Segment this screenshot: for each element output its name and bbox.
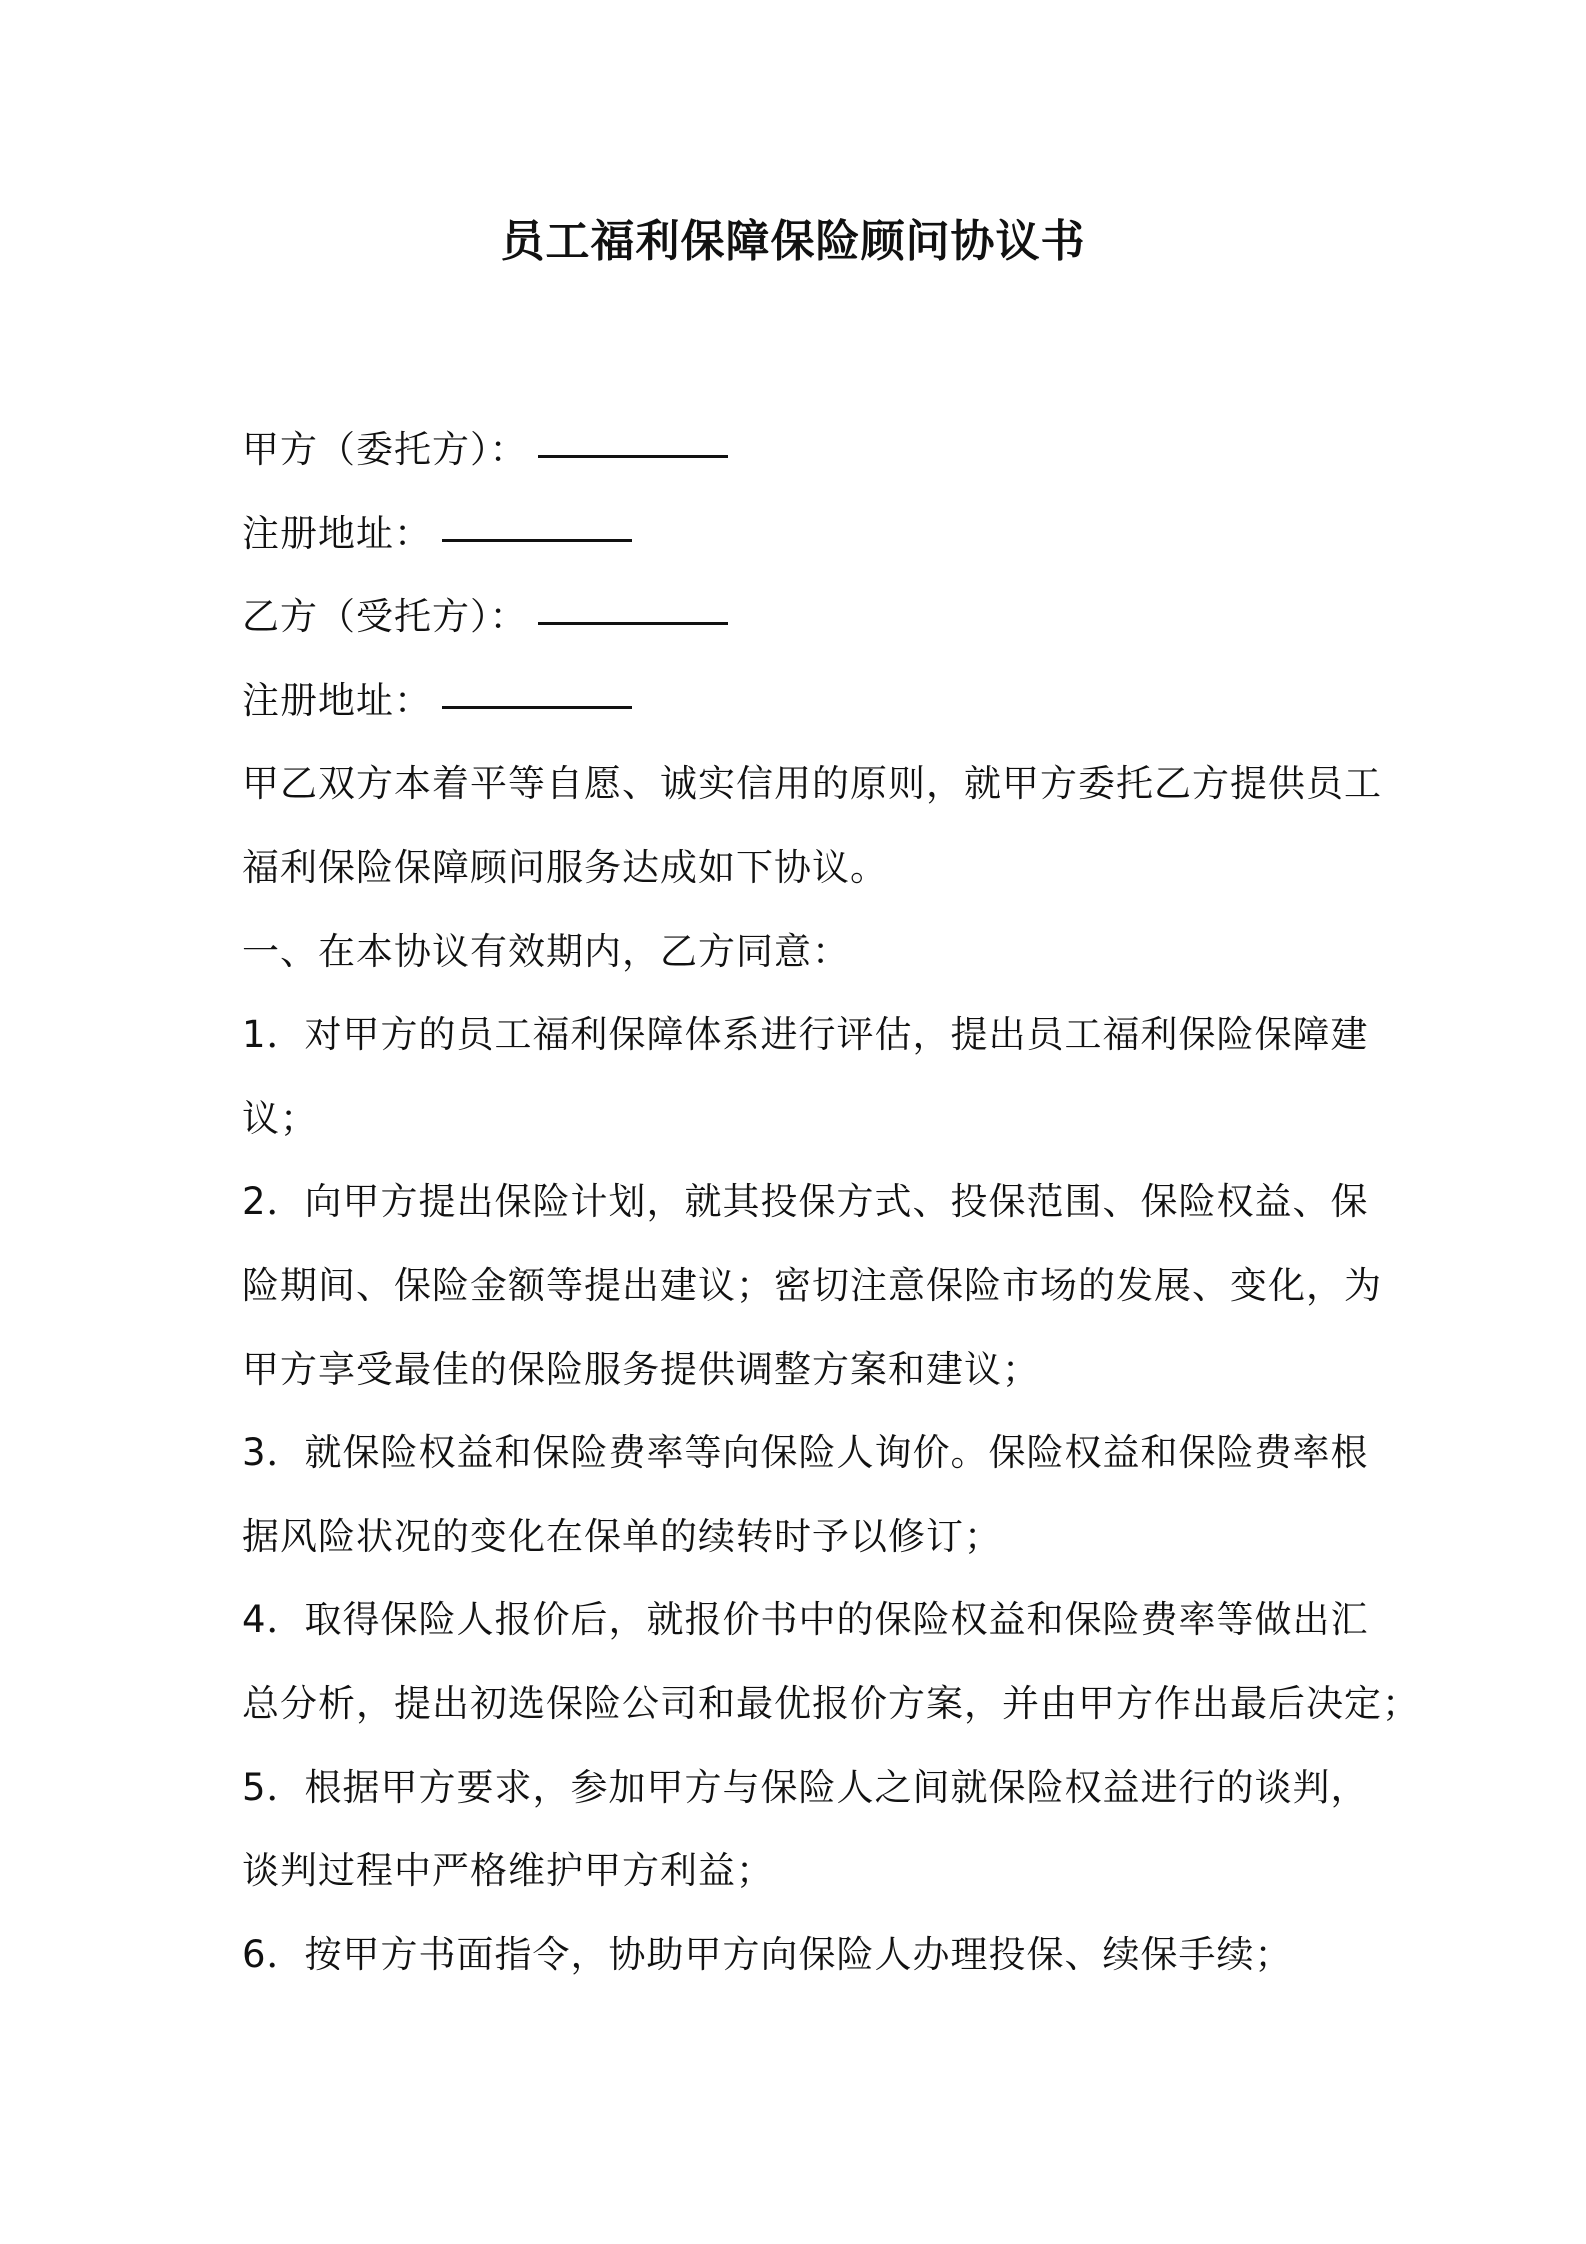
section-1-heading: 一、在本协议有效期内，乙方同意：	[242, 929, 850, 973]
party-a-address-blank	[442, 499, 632, 542]
item-3-line: 3．就保险权益和保险费率等向保险人询价。保险权益和保险费率根	[242, 1431, 1369, 1475]
party-b-address-line	[242, 659, 1362, 743]
party-b-line	[242, 575, 1362, 659]
intro-line: 甲乙双方本着平等自愿、诚实信用的原则，就甲方委托乙方提供员工	[242, 762, 1382, 806]
party-b-address-label: 注册地址：	[242, 678, 432, 722]
party-a-line	[242, 408, 1362, 492]
item-2-line: 险期间、保险金额等提出建议；密切注意保险市场的发展、变化，为	[242, 1263, 1382, 1307]
document-body	[242, 408, 1420, 1996]
party-a-address-label: 注册地址：	[242, 511, 432, 555]
item-4-line: 总分析，提出初选保险公司和最优报价方案，并由甲方作出最后决定；	[242, 1681, 1420, 1725]
item-2-line: 甲方享受最佳的保险服务提供调整方案和建议；	[242, 1347, 1040, 1391]
item-3-line: 据风险状况的变化在保单的续转时予以修订；	[242, 1514, 1002, 1558]
party-a-address-line	[242, 492, 1362, 576]
item-1-line: 议；	[242, 1096, 318, 1140]
item-2-line: 2．向甲方提出保险计划，就其投保方式、投保范围、保险权益、保	[242, 1180, 1369, 1224]
party-b-address-blank	[442, 666, 632, 709]
party-a-label: 甲方（委托方）：	[242, 428, 528, 471]
party-b-blank	[538, 582, 728, 625]
document-title: 员工福利保障保险顾问协议书	[500, 216, 1086, 267]
item-1-line: 1．对甲方的员工福利保障体系进行评估，提出员工福利保险保障建	[242, 1013, 1369, 1057]
intro-line: 福利保险保障顾问服务达成如下协议。	[242, 845, 888, 889]
item-5-line: 5．根据甲方要求，参加甲方与保险人之间就保险权益进行的谈判，	[242, 1765, 1369, 1809]
item-5-line: 谈判过程中严格维护甲方利益；	[242, 1849, 774, 1893]
item-6-line: 6．按甲方书面指令，协助甲方向保险人办理投保、续保手续；	[242, 1932, 1293, 1976]
party-b-label: 乙方（受托方）：	[242, 595, 528, 639]
party-a-blank	[538, 415, 728, 458]
item-4-line: 4．取得保险人报价后，就报价书中的保险权益和保险费率等做出汇	[242, 1598, 1369, 1642]
